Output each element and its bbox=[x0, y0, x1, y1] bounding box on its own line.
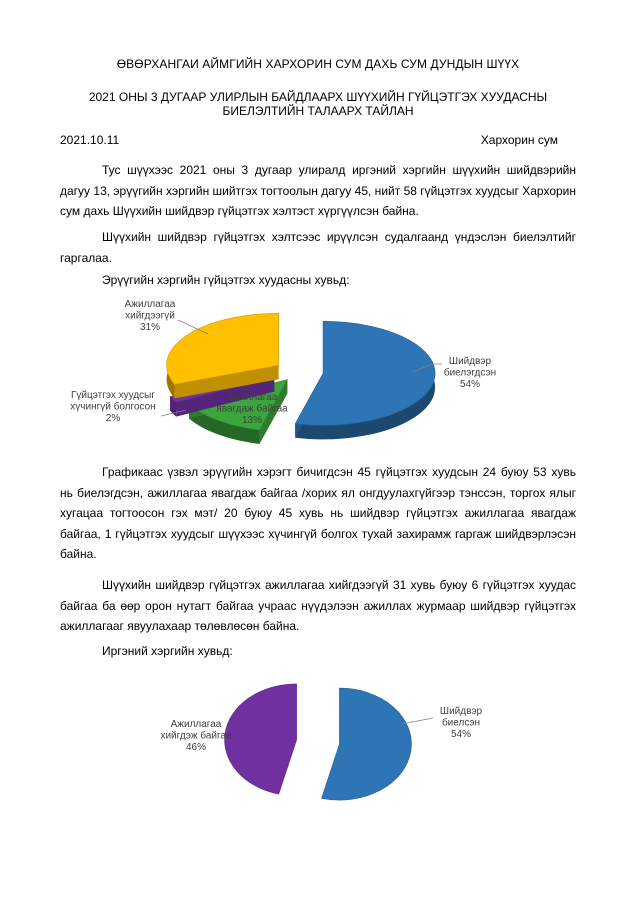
subtitle-line-2: БИЕЛЭЛТИЙН ТАЛААРХ ТАЙЛАН bbox=[222, 104, 414, 118]
slice-label: Шийдвэр биелэгдсэн 54% bbox=[443, 356, 497, 390]
slice-label: Шийдвэр биелсэн 54% bbox=[439, 706, 483, 740]
document-subtitle bbox=[60, 90, 576, 118]
paragraph-intro: Тус шүүхээс 2021 оны 3 дугаар улиралд иргэний хэргийн шүүхийн шийдвэрийн дагуу 13, эрүүгийн хэргийн шийтгэх тогтоолын дагуу 45, нийт 58 гүйцэтгэх хуудсыг Хархорин сум дахь Шүүхийн шийдвэр гүйцэтгэх хэлтэст хүргүүлсэн байна. bbox=[60, 163, 576, 218]
paragraph-chart-analysis: Графикаас үзвэл эрүүгийн хэрэгт бичигдсэн 45 гүйцэтгэх хуудсын 24 буюу 53 хувь нь биелэгдсэн, ажиллагаа явагдаж байгаа /хорих ял онгдуулахгүйгээр тэнссэн, торгох ялыг хугацаа тогтоосон гэх мэт/ 20 буюу 45 хувь нь шийдвэр гүйцэтгэх ажиллагаа явагдаж байгаа, 1 гүйцэтгэх хуудсыг шүүхээс хүчингүй болгох тухай захирамж гаргаж шийдвэрлэсэн байна. bbox=[60, 465, 576, 561]
slice-label: Ажиллагаа хийгдэж байгаа 46% bbox=[160, 719, 232, 753]
slice-label: Гүйцэтгэх хуудсыг хүчингүй болгосон 2% bbox=[70, 390, 156, 424]
document-title: ӨВӨРХАНГАИ АЙМГИЙН ХАРХОРИН СУМ ДАХЬ СУМ ДУНДЫН ШҮҮХ bbox=[116, 57, 520, 71]
report-place: Хархорин сум bbox=[480, 133, 558, 147]
slice-label: Ажиллагаа явагдаж байгаа 13% bbox=[216, 392, 288, 426]
report-date: 2021.10.11 bbox=[60, 133, 120, 147]
slice-label: Ажиллагаа хийгдээгүй 31% bbox=[124, 299, 176, 333]
pie-slice-top bbox=[322, 688, 412, 800]
paragraph-civil-heading: Иргэний хэргийн хувьд: bbox=[102, 644, 233, 658]
civil-cases-pie-chart bbox=[0, 675, 636, 810]
paragraph-criminal-heading: Эрүүгийн хэргийн гүйцэтгэх хуудасны хувьд: bbox=[102, 273, 350, 287]
pie-slice bbox=[225, 684, 297, 794]
criminal-cases-pie-chart bbox=[0, 290, 636, 450]
leader-line bbox=[402, 718, 433, 724]
paragraph-basis: Шүүхийн шийдвэр гүйцэтгэх хэлтсээс ирүүлсэн судалгаанд үндэслэн биелэлтийг гаргалаа. bbox=[60, 230, 576, 265]
subtitle-line-1: 2021 ОНЫ 3 ДУГААР УЛИРЛЫН БАЙДЛААРХ ШҮҮХИЙН ГҮЙЦЭТГЭХ ХУУДАСНЫ bbox=[88, 90, 548, 104]
pie-slice bbox=[295, 321, 435, 439]
paragraph-not-executed: Шүүхийн шийдвэр гүйцэтгэх ажиллагаа хийгдээгүй 31 хувь буюу 6 гүйцэтгэх хуудас байгаа ба өөр орон нутагт байгаа учраас нүүдэлээн ажиллах журмаар шийдвэр гүйцэтгэх ажиллагааг явуулахаар төлөвлөсөн байна. bbox=[60, 578, 576, 633]
pie-slice-top bbox=[225, 684, 297, 794]
pie-slice bbox=[322, 688, 412, 800]
